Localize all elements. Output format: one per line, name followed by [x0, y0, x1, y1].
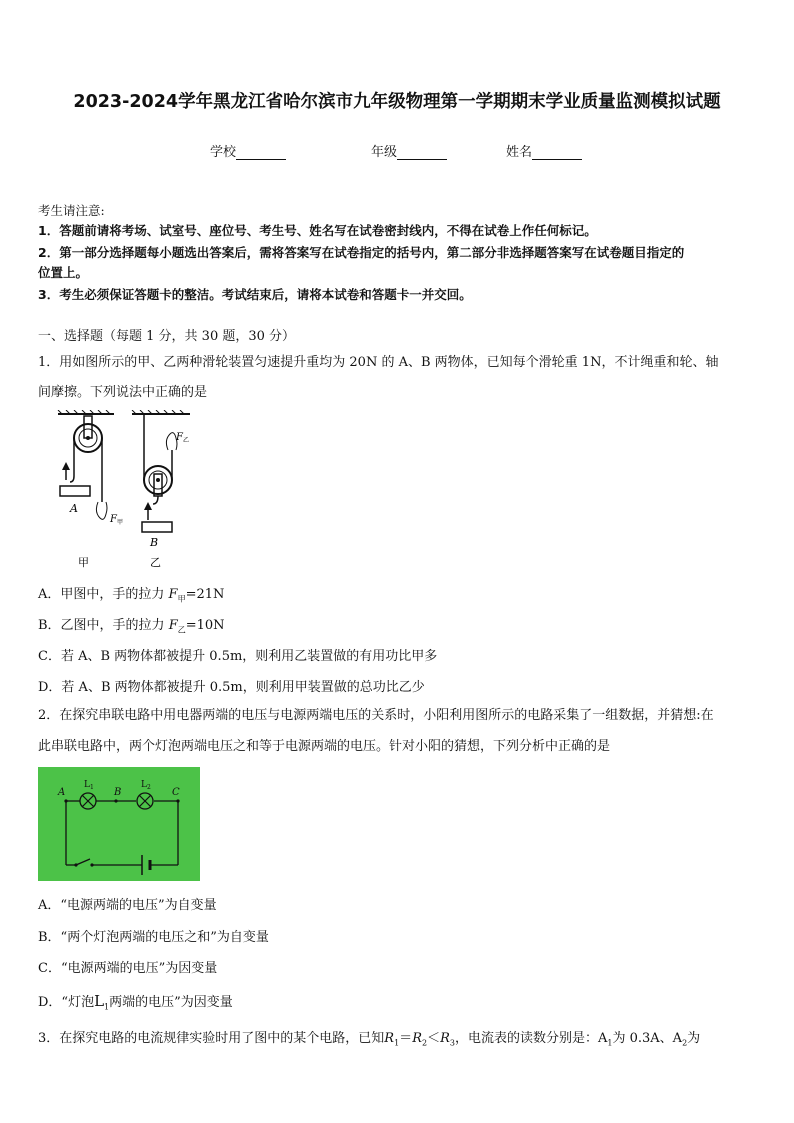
label-f-yi: F — [176, 432, 183, 443]
q1-option-a[interactable]: A．甲图中，手的拉力 $F_甲=21N$ — [38, 587, 225, 604]
q1-stem-line1: 1．用如图所示的甲、乙两种滑轮装置匀速提升重均为 20N 的 A、B 两物体，已知每个滑轮重 1N，不计绳重和轮、轴 — [38, 355, 719, 370]
q2-option-c[interactable]: C．“电源两端的电压”为因变量 — [38, 961, 218, 976]
l2-label: L — [141, 780, 147, 790]
circuit-background — [38, 767, 200, 881]
l1-sub: 1 — [90, 784, 94, 791]
notice-heading: 考生请注意: — [38, 203, 105, 218]
pulley-figure — [52, 410, 192, 575]
q1-option-c[interactable]: C．若 A、B 两物体都被提升 0.5m，则利用乙装置做的有用功比甲多 — [38, 649, 438, 664]
q1-stem-line2: 间摩擦。下列说法中正确的是 — [38, 385, 208, 400]
label-f-yi-sub: 乙 — [183, 437, 190, 444]
l1-label: L — [84, 780, 90, 790]
school-field: 学校 — [210, 141, 286, 160]
point-b-label: B — [114, 787, 122, 798]
q2-stem-line2: 此串联电路中，两个灯泡两端电压之和等于电源两端的电压。针对小阳的猜想，下列分析中正确的是 — [38, 739, 611, 754]
notice-item-2: 2．第一部分选择题每小题选出答案后，需将答案写在试卷指定的括号内，第二部分非选择题答案写在试卷题目指定的 — [38, 245, 685, 260]
page-title: 2023-2024学年黑龙江省哈尔滨市九年级物理第一学期期末学业质量监测模拟试题 — [73, 92, 721, 112]
section-heading: 一、选择题（每题 1 分，共 30 题，30 分） — [38, 329, 296, 344]
grade-blank[interactable] — [397, 146, 447, 160]
circuit-figure — [38, 767, 200, 881]
caption-jia: 甲 — [78, 556, 89, 569]
name-blank[interactable] — [532, 146, 582, 160]
label-f-jia-sub: 甲 — [117, 519, 124, 526]
q3-stem: 3．在探究电路的电流规律实验时用了图中的某个电路，已知$R_1=R_2<R_3$，电流表的读数分别是：$A_1$为 0.3A、$A_2$为 — [38, 1031, 701, 1048]
notice-item-1: 1．答题前请将考场、试室号、座位号、考生号、姓名写在试卷密封线内，不得在试卷上作任何标记。 — [38, 223, 597, 238]
grade-field: 年级 — [371, 141, 447, 160]
notice-item-3: 3．考生必须保证答题卡的整洁。考试结束后，请将本试卷和答题卡一并交回。 — [38, 287, 472, 302]
q2-option-b[interactable]: B．“两个灯泡两端的电压之和”为自变量 — [38, 930, 269, 945]
q2-option-d[interactable]: D．“灯泡$L_1$两端的电压”为因变量 — [38, 992, 233, 1012]
notice-item-2-cont: 位置上。 — [38, 265, 89, 280]
name-field: 姓名 — [506, 141, 582, 160]
label-b: B — [150, 536, 159, 549]
q2-stem-line1: 2．在探究串联电路中用电器两端的电压与电源两端电压的关系时，小阳利用图所示的电路采集了一组数据，并猜想:在 — [38, 708, 714, 723]
l2-sub: 2 — [147, 784, 151, 791]
school-blank[interactable] — [236, 146, 286, 160]
point-a-label: A — [58, 787, 66, 798]
caption-yi: 乙 — [150, 556, 161, 569]
label-a: A — [70, 502, 78, 515]
label-f-jia: F — [110, 514, 117, 525]
point-c-label: C — [172, 787, 180, 798]
q1-option-d[interactable]: D．若 A、B 两物体都被提升 0.5m，则利用甲装置做的总功比乙少 — [38, 680, 425, 695]
q1-option-b[interactable]: B．乙图中，手的拉力 $F_乙=10N$ — [38, 618, 225, 635]
q2-option-a[interactable]: A．“电源两端的电压”为自变量 — [38, 898, 217, 913]
